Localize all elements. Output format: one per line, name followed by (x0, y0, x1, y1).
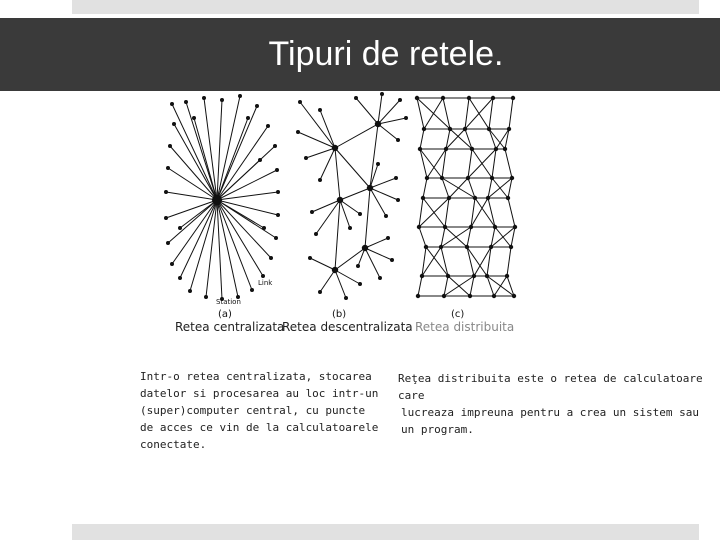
mesh-node (466, 176, 470, 180)
top-decor-bar (72, 0, 699, 14)
station-node (396, 198, 400, 202)
spoke-link (217, 200, 252, 290)
mesh-node (439, 245, 443, 249)
spoke-link (217, 126, 268, 200)
mesh-node (472, 274, 476, 278)
station-node (386, 236, 390, 240)
mesh-link (423, 178, 427, 198)
mesh-link (489, 129, 496, 149)
station-node (348, 226, 352, 230)
hub-node (362, 245, 368, 251)
mesh-link (494, 276, 507, 296)
local-link (378, 94, 382, 124)
local-link (310, 258, 335, 270)
mesh-node (489, 245, 493, 249)
mesh-node (492, 294, 496, 298)
station-node (354, 96, 358, 100)
station-node (172, 122, 176, 126)
network-types-diagram (160, 88, 520, 336)
mesh-link (508, 198, 515, 227)
caption-centralized: Retea centralizata (175, 320, 285, 334)
station-node (269, 256, 273, 260)
spoke-link (217, 160, 260, 200)
station-node (170, 262, 174, 266)
spoke-link (204, 98, 217, 200)
mesh-link (427, 149, 446, 178)
spoke-link (180, 200, 217, 228)
decentralized-network (296, 92, 408, 300)
spoke-link (170, 146, 217, 200)
hub-node (332, 145, 338, 151)
station-node (250, 288, 254, 292)
station-node (276, 190, 280, 194)
mesh-link (445, 198, 449, 227)
local-link (370, 178, 396, 188)
station-node (178, 226, 182, 230)
station-node (188, 289, 192, 293)
local-link (370, 188, 398, 200)
hub-node (332, 267, 338, 273)
mesh-node (503, 147, 507, 151)
spoke-link (217, 100, 222, 200)
station-node (404, 116, 408, 120)
station-node (358, 212, 362, 216)
mesh-link (489, 98, 493, 129)
mesh-link (444, 276, 474, 296)
spoke-link (206, 200, 217, 297)
mesh-node (509, 245, 513, 249)
local-link (335, 270, 346, 298)
centralized-description (140, 368, 378, 453)
mesh-node (465, 245, 469, 249)
centralized-network (164, 94, 280, 301)
local-link (300, 102, 335, 148)
text-line: lucreaza impreuna pentru a crea un sistem sau (401, 406, 700, 419)
station-node (164, 190, 168, 194)
mesh-node (422, 127, 426, 131)
slide-title: Tipuri de retele. (268, 35, 504, 73)
station-node (318, 290, 322, 294)
mesh-link (420, 129, 424, 149)
hub-node (367, 185, 373, 191)
local-link (356, 98, 378, 124)
station-node (246, 116, 250, 120)
mesh-node (443, 225, 447, 229)
spoke-link (217, 200, 263, 276)
spoke-link (217, 106, 257, 200)
spoke-link (186, 102, 217, 200)
mesh-link (419, 227, 426, 247)
link-label: Link (258, 279, 273, 287)
local-link (320, 270, 335, 292)
station-node (398, 98, 402, 102)
mesh-node (448, 127, 452, 131)
mesh-link (424, 98, 443, 129)
station-node (266, 124, 270, 128)
mesh-link (422, 247, 441, 276)
station-node (262, 226, 266, 230)
mesh-link (465, 98, 469, 129)
mesh-link (419, 198, 449, 227)
station-node (204, 295, 208, 299)
mesh-link (492, 149, 496, 178)
panel-a-letter: (a) (218, 309, 232, 320)
text-line: Intr-o retea centralizata, stocarea (140, 370, 372, 383)
station-node (356, 264, 360, 268)
mesh-node (424, 245, 428, 249)
station-node (396, 138, 400, 142)
station-node (166, 241, 170, 245)
text-line: un program. (401, 423, 474, 436)
mesh-link (468, 178, 475, 198)
station-node (166, 166, 170, 170)
station-node (164, 216, 168, 220)
station-node (310, 210, 314, 214)
hub-node (337, 197, 343, 203)
mesh-link (467, 227, 471, 247)
spoke-link (217, 200, 278, 215)
mesh-node (444, 147, 448, 151)
station-node (358, 282, 362, 286)
mesh-node (447, 196, 451, 200)
station-node (304, 156, 308, 160)
station-node (298, 100, 302, 104)
backbone-link (365, 188, 370, 248)
mesh-node (494, 147, 498, 151)
mesh-link (468, 149, 496, 178)
station-node (344, 296, 348, 300)
mesh-link (419, 198, 423, 227)
mesh-node (467, 96, 471, 100)
backbone-link (335, 200, 340, 270)
station-node (261, 274, 265, 278)
distributed-network (415, 96, 517, 298)
mesh-link (465, 98, 493, 129)
mesh-node (418, 147, 422, 151)
mesh-link (441, 227, 445, 247)
mesh-link (449, 178, 468, 198)
station-node (168, 144, 172, 148)
mesh-node (416, 294, 420, 298)
mesh-link (418, 276, 422, 296)
station-node (376, 162, 380, 166)
backbone-link (335, 124, 378, 148)
mesh-node (421, 196, 425, 200)
panel-c-letter: (c) (451, 309, 465, 320)
station-node (276, 213, 280, 217)
station-node (202, 96, 206, 100)
mesh-node (468, 294, 472, 298)
station-node (314, 232, 318, 236)
central-hub-node (212, 195, 222, 205)
station-node (378, 276, 382, 280)
bottom-decor-bar (72, 524, 699, 540)
mesh-node (506, 196, 510, 200)
local-link (340, 200, 350, 228)
mesh-link (442, 178, 449, 198)
backbone-link (340, 188, 370, 200)
station-node (258, 158, 262, 162)
mesh-node (417, 225, 421, 229)
station-node (390, 258, 394, 262)
mesh-node (425, 176, 429, 180)
mesh-node (441, 96, 445, 100)
text-line: Reţea distribuita este o retea de calculatoare care (398, 372, 703, 402)
mesh-node (446, 274, 450, 278)
mesh-node (505, 274, 509, 278)
mesh-link (443, 98, 450, 129)
local-link (365, 248, 392, 260)
spoke-link (168, 200, 217, 243)
backbone-link (370, 124, 378, 188)
mesh-node (486, 196, 490, 200)
spoke-link (217, 200, 264, 228)
mesh-node (507, 127, 511, 131)
station-node (380, 92, 384, 96)
mesh-node (463, 127, 467, 131)
local-link (365, 248, 380, 278)
hub-node (375, 121, 381, 127)
spoke-link (166, 192, 217, 200)
mesh-node (511, 96, 515, 100)
station-node (275, 168, 279, 172)
spoke-link (180, 200, 217, 278)
text-line: de acces ce vin de la calculatoarele (140, 421, 379, 434)
caption-distributed: Retea distribuita (415, 320, 515, 334)
local-link (335, 270, 360, 284)
mesh-link (441, 227, 471, 247)
station-node (192, 116, 196, 120)
mesh-link (507, 247, 511, 276)
backbone-link (335, 148, 370, 188)
mesh-node (490, 176, 494, 180)
station-node (318, 108, 322, 112)
spoke-link (217, 170, 277, 200)
spoke-link (172, 200, 217, 264)
spoke-link (217, 200, 222, 299)
station-label: Station (216, 298, 241, 306)
local-link (365, 238, 388, 248)
local-link (370, 188, 386, 216)
panel-b-letter: (b) (332, 309, 347, 320)
mesh-node (512, 294, 516, 298)
mesh-node (487, 127, 491, 131)
mesh-node (440, 176, 444, 180)
mesh-link (509, 98, 513, 129)
mesh-node (470, 147, 474, 151)
mesh-node (510, 176, 514, 180)
text-line: (super)computer central, cu puncte (140, 404, 366, 417)
text-line: conectate. (140, 438, 207, 451)
mesh-node (513, 225, 517, 229)
station-node (170, 102, 174, 106)
mesh-node (469, 225, 473, 229)
backbone-link (335, 148, 340, 200)
mesh-link (468, 149, 472, 178)
station-node (220, 98, 224, 102)
local-link (378, 124, 398, 140)
mesh-node (442, 294, 446, 298)
distributed-description (398, 370, 720, 438)
spoke-link (217, 192, 278, 200)
station-node (255, 104, 259, 108)
spoke-link (174, 124, 217, 200)
mesh-node (473, 196, 477, 200)
station-node (273, 144, 277, 148)
station-node (308, 256, 312, 260)
station-node (318, 178, 322, 182)
mesh-node (415, 96, 419, 100)
text-line: datelor si procesarea au loc intr-un (140, 387, 379, 400)
station-node (296, 130, 300, 134)
mesh-node (485, 274, 489, 278)
mesh-link (446, 129, 465, 149)
station-node (184, 100, 188, 104)
station-node (384, 214, 388, 218)
mesh-link (505, 149, 512, 178)
mesh-node (420, 274, 424, 278)
mesh-node (493, 225, 497, 229)
mesh-node (491, 96, 495, 100)
mesh-link (444, 276, 448, 296)
spoke-link (217, 200, 238, 297)
caption-decentralized: Retea descentralizata (282, 320, 413, 334)
station-node (274, 236, 278, 240)
station-node (178, 276, 182, 280)
mesh-link (470, 276, 474, 296)
station-node (394, 176, 398, 180)
station-node (238, 94, 242, 98)
spoke-link (190, 200, 217, 291)
mesh-link (417, 98, 424, 129)
